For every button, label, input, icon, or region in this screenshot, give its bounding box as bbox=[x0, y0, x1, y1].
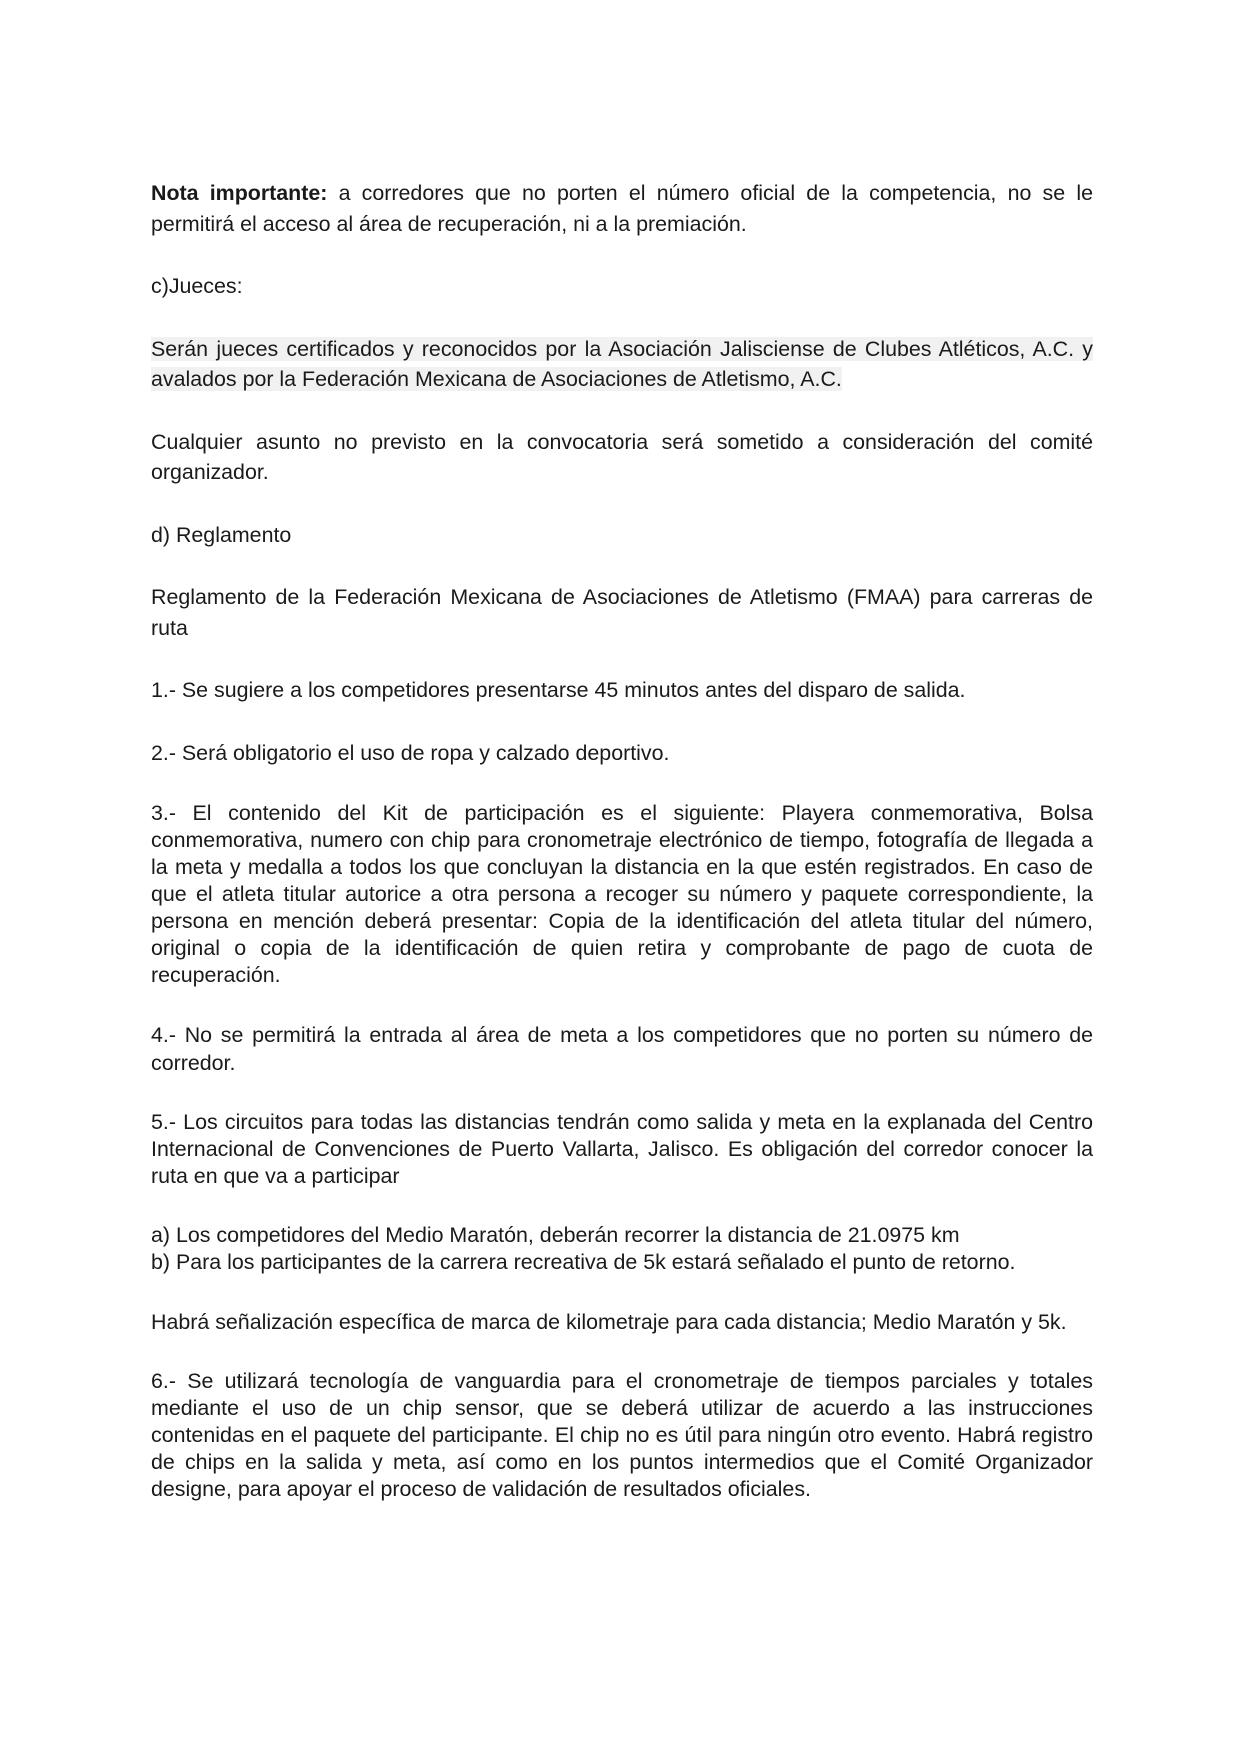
jueces-text: Serán jueces certificados y reconocidos por la Asociación Jalisciense de Clubes Atléticos, A.C. y avalados por la Federación Mexicana de Asociaciones de Atletismo, A.C. bbox=[151, 336, 1093, 391]
nota-text: a corredores que no porten el número oficial de la competencia, no se le permitirá el acceso al área de recuperación, ni a la premiación. bbox=[151, 181, 1093, 236]
asunto-paragraph: Cualquier asunto no previsto en la convocatoria será sometido a consideración del comité organizador. bbox=[151, 429, 1093, 484]
rule-item-5a: a) Los competidores del Medio Maratón, deberán recorrer la distancia de 21.0975 km bbox=[151, 1223, 960, 1247]
jueces-paragraph bbox=[151, 334, 1093, 395]
nota-paragraph bbox=[151, 178, 1093, 239]
rule-item-3: 3.- El contenido del Kit de participación es el siguiente: Playera conmemorativa, Bolsa conmemorativa, numero con chip para cronometraje electrónico de tiempo, fotografía de llegada a la meta y medalla a todos los que concluyan la distancia en la que estén registrados. En caso de que el atleta titular autorice a otra persona a recoger su número y paquete correspondiente, la persona en mención deberá presentar: Copia de la identificación del atleta titular del número, original o copia de la identificación de quien retira y comprobante de pago de cuota de recuperación. bbox=[151, 801, 1093, 987]
rule-item-5-sublist bbox=[151, 1222, 1093, 1276]
reglamento-heading: d) Reglamento bbox=[151, 522, 292, 547]
reglamento-paragraph: Reglamento de la Federación Mexicana de Asociaciones de Atletismo (FMAA) para carreras de ruta bbox=[151, 585, 1093, 640]
rule-item-4: 4.- No se permitirá la entrada al área de meta a los competidores que no porten su número de corredor. bbox=[151, 1023, 1093, 1075]
rule-item-2: 2.- Será obligatorio el uso de ropa y calzado deportivo. bbox=[151, 740, 670, 765]
rule-item-5: 5.- Los circuitos para todas las distancias tendrán como salida y meta en la explanada del Centro Internacional de Convenciones de Puerto Vallarta, Jalisco. Es obligación del corredor conocer la ruta en que va a participar bbox=[151, 1110, 1093, 1188]
senalizacion-paragraph: Habrá señalización específica de marca de kilometraje para cada distancia; Medio Maratón y 5k. bbox=[151, 1310, 1067, 1334]
nota-label: Nota importante: bbox=[151, 181, 328, 205]
rule-item-5b: b) Para los participantes de la carrera recreativa de 5k estará señalado el punto de retorno. bbox=[151, 1250, 1016, 1274]
document-page bbox=[151, 178, 1093, 1535]
rule-item-1: 1.- Se sugiere a los competidores presentarse 45 minutos antes del disparo de salida. bbox=[151, 678, 966, 702]
rule-item-6: 6.- Se utilizará tecnología de vanguardia para el cronometraje de tiempos parciales y totales mediante el uso de un chip sensor, que se deberá utilizar de acuerdo a las instrucciones contenidas en el paquete del participante. El chip no es útil para ningún otro evento. Habrá registro de chips en la salida y meta, así como en los puntos intermedios que el Comité Organizador designe, para apoyar el proceso de validación de resultados oficiales. bbox=[151, 1369, 1093, 1501]
jueces-heading: c)Jueces: bbox=[151, 274, 243, 298]
